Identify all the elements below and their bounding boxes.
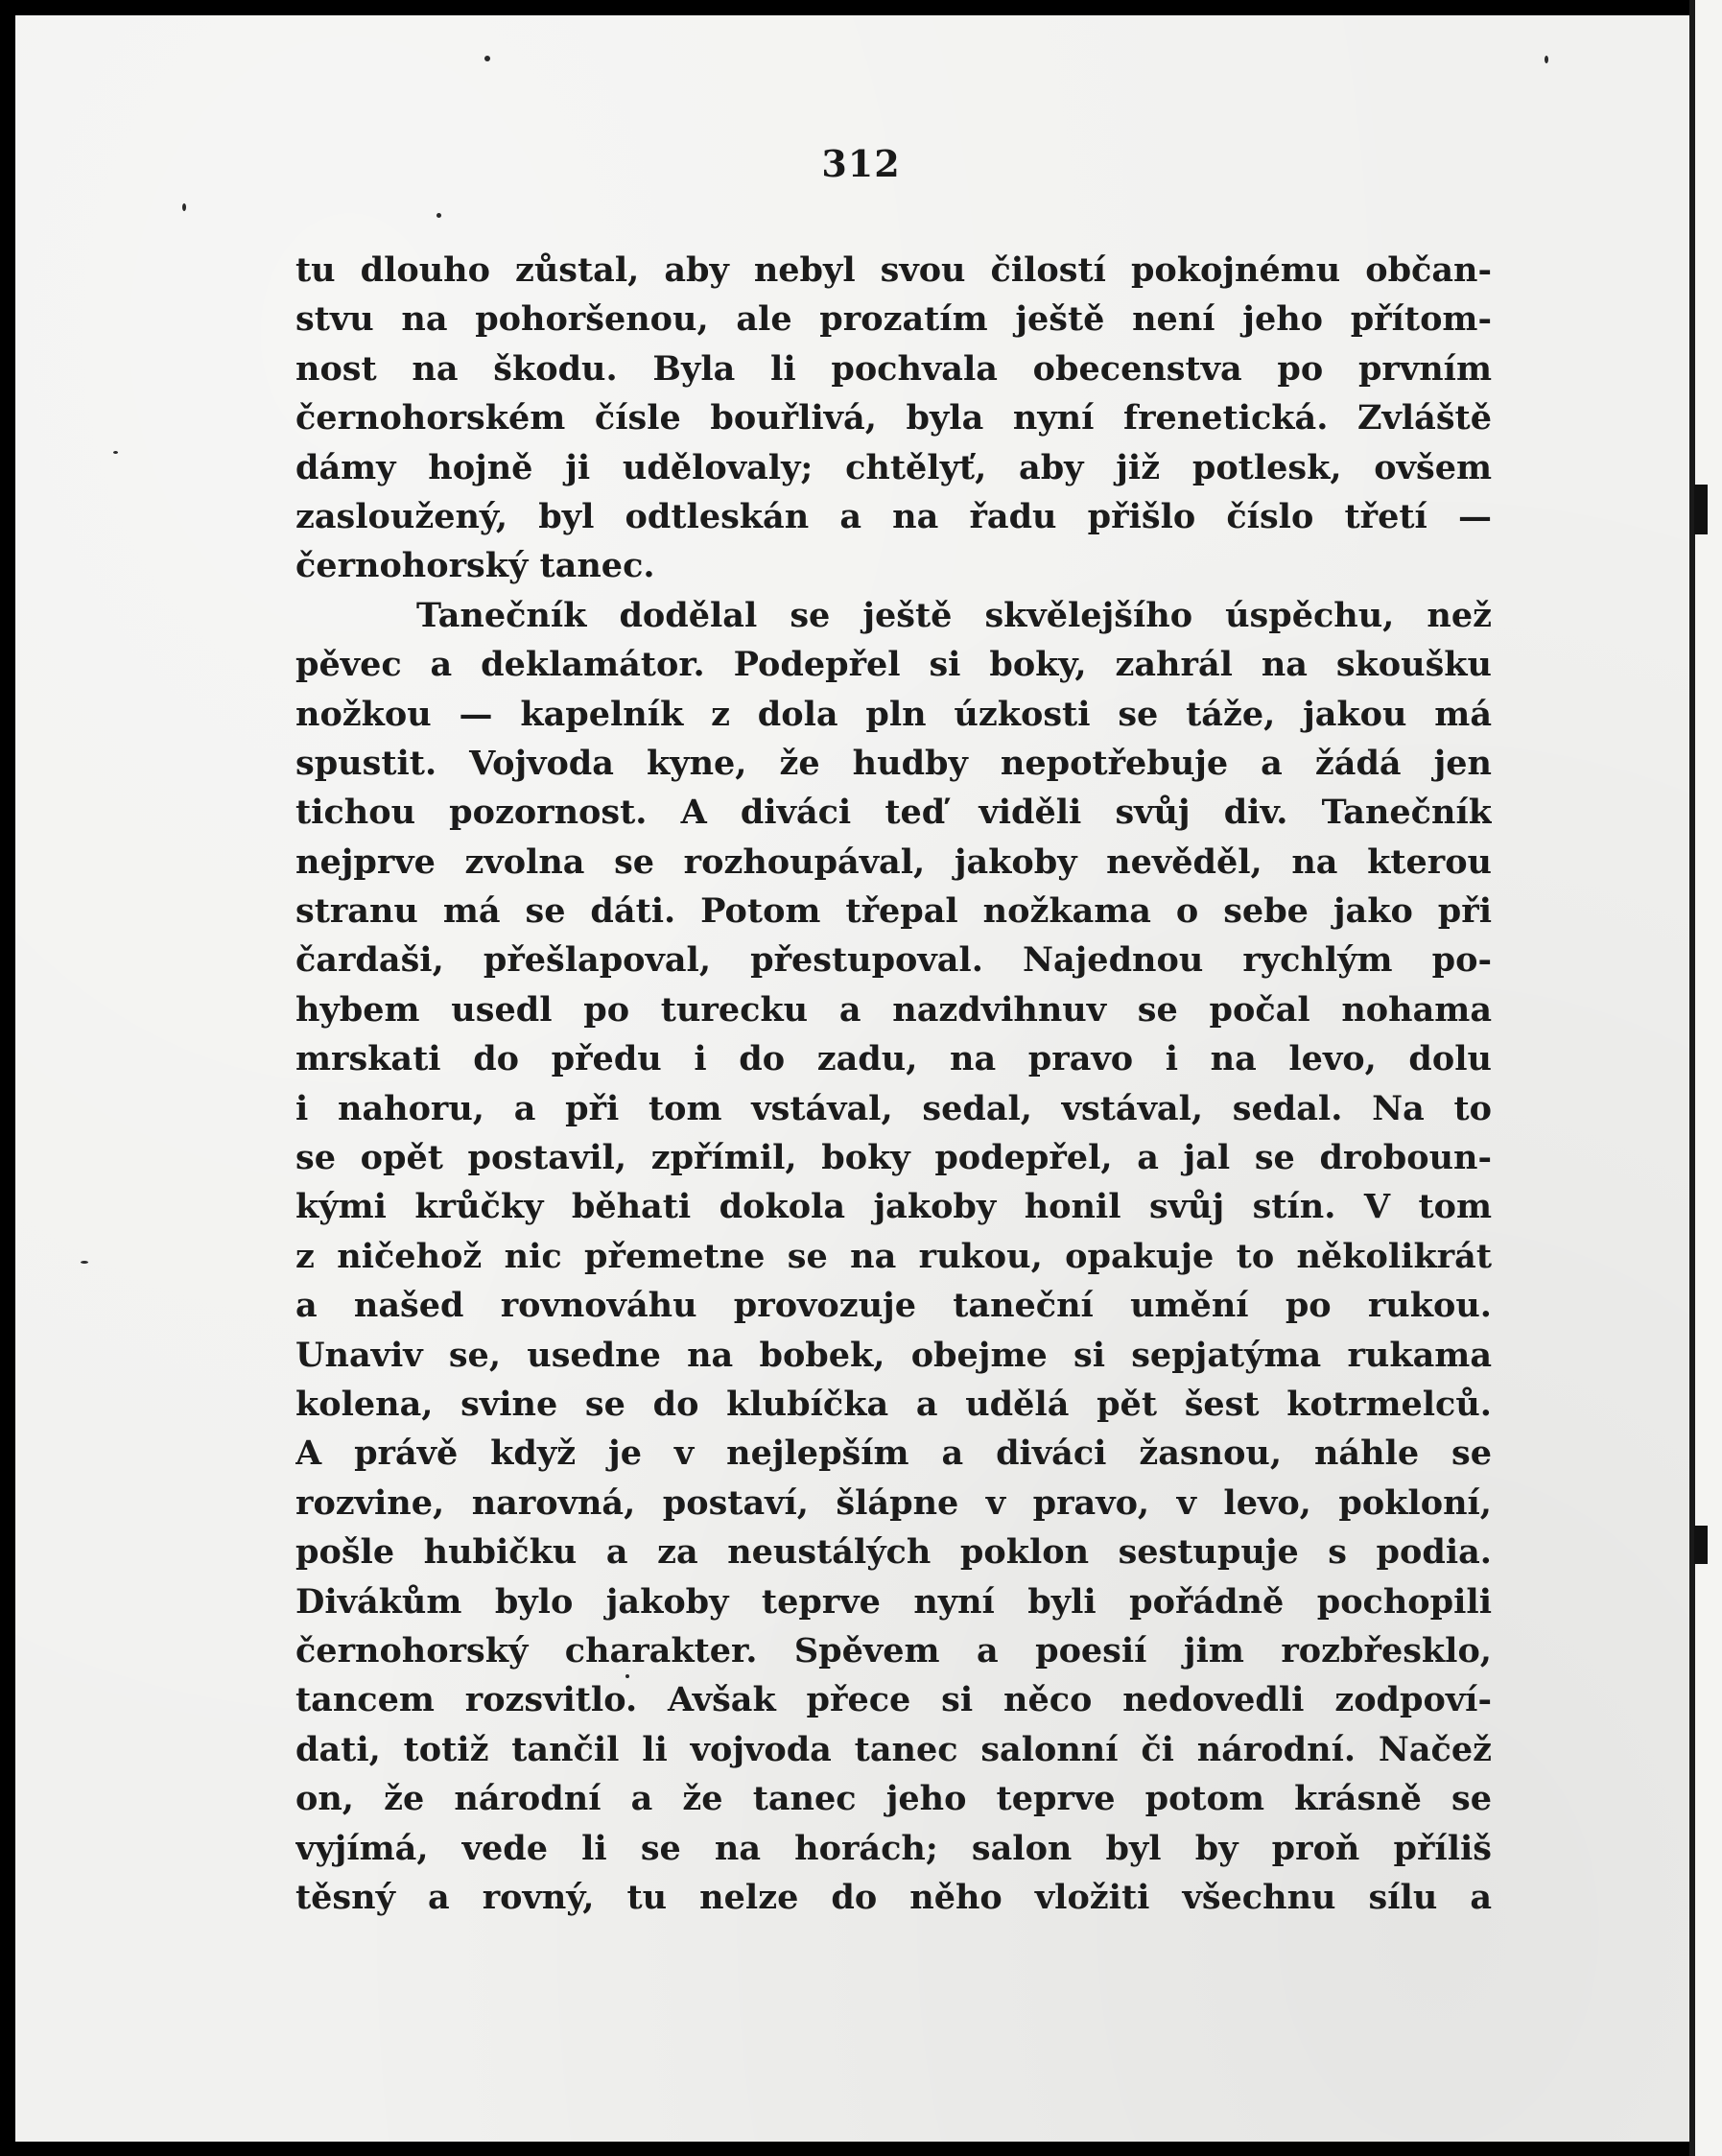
dust-speck <box>436 213 441 218</box>
text-line: černohorském čísle bouřlivá, byla nyní frenetická. Zvláště <box>295 398 1492 438</box>
text-line: tu dlouho zůstal, aby nebyl svou čilostí pokojnému občan- <box>295 250 1492 290</box>
text-line: zasloužený, byl odtleskán a na řadu přišlo číslo třetí — <box>295 496 1492 536</box>
text-line: hybem usedl po turecku a nazdvihnuv se počal nohama <box>295 989 1492 1030</box>
text-line: tichou pozornost. A diváci teď viděli svůj div. Tanečník <box>295 793 1492 833</box>
dust-speck <box>182 203 186 211</box>
text-line: těsný a rovný, tu nelze do něho vložiti všechnu sílu a <box>295 1877 1492 1917</box>
text-line: pošle hubičku a za neustálých poklon sestupuje s podia. <box>295 1532 1492 1573</box>
edge-mark-lower <box>1694 1526 1708 1564</box>
text-line: Tanečník dodělal se ještě skvělejšího úspěchu, než <box>416 595 1492 635</box>
text-line: mrskati do předu i do zadu, na pravo i na levo, dolu <box>295 1039 1492 1079</box>
text-line: dámy hojně ji udělovaly; chtělyť, aby již potlesk, ovšem <box>295 447 1492 487</box>
text-line: z ničehož nic přemetne se na rukou, opakuje to několikrát <box>295 1236 1492 1276</box>
text-line: A právě když je v nejlepším a diváci žasnou, náhle se <box>295 1433 1492 1474</box>
text-line: vyjímá, vede li se na horách; salon byl by proň příliš <box>295 1828 1492 1868</box>
text-line: a našed rovnováhu provozuje taneční umění po rukou. <box>295 1286 1492 1326</box>
text-line: se opět postavil, zpřímil, boky podepřel, a jal se droboun- <box>295 1138 1492 1178</box>
text-line: Divákům bylo jakoby teprve nyní byli pořádně pochopili <box>295 1581 1492 1622</box>
text-line: tancem rozsvitlo. Avšak přece si něco nedovedli zodpoví- <box>295 1680 1492 1720</box>
dust-speck <box>1545 56 1548 63</box>
page-right-edge <box>1689 0 1722 2156</box>
text-line: Unaviv se, usedne na bobek, obejme si sepjatýma rukama <box>295 1335 1492 1375</box>
dust-speck <box>113 451 118 454</box>
text-line: černohorský charakter. Spěvem a poesií jim rozbřesklo, <box>295 1630 1492 1670</box>
text-line: on, že národní a že tanec jeho teprve potom krásně se <box>295 1779 1492 1819</box>
body-text <box>295 246 1492 1922</box>
text-line: rozvine, narovná, postaví, šlápne v pravo, v levo, pokloní, <box>295 1482 1492 1523</box>
text-line: spustit. Vojvoda kyne, že hudby nepotřebuje a žádá jen <box>295 743 1492 783</box>
text-line: dati, totiž tančil li vojvoda tanec salonní či národní. Načež <box>295 1729 1492 1769</box>
dust-speck <box>81 1261 88 1264</box>
text-line: i nahoru, a při tom vstával, sedal, vstával, sedal. Na to <box>295 1088 1492 1128</box>
page-number: 312 <box>821 142 901 185</box>
text-line: stvu na pohoršenou, ale prozatím ještě není jeho přítom- <box>295 299 1492 340</box>
edge-mark-upper <box>1694 485 1708 534</box>
text-line: kými krůčky běhati dokola jakoby honil svůj stín. V tom <box>295 1187 1492 1227</box>
text-line: kolena, svine se do klubíčka a udělá pět šest kotrmelců. <box>295 1384 1492 1424</box>
text-line: nost na škodu. Byla li pochvala obecenstva po prvním <box>295 348 1492 389</box>
text-line: čardaši, přešlapoval, přestupoval. Najednou rychlým po- <box>295 940 1492 981</box>
dust-speck <box>484 56 490 61</box>
text-line: nožkou — kapelník z dola pln úzkosti se táže, jakou má <box>295 694 1492 734</box>
text-line: stranu má se dáti. Potom třepal nožkama o sebe jako při <box>295 891 1492 932</box>
text-line: černohorský tanec. <box>295 546 655 586</box>
text-line: pěvec a deklamátor. Podepřel si boky, zahrál na skoušku <box>295 645 1492 685</box>
text-line: nejprve zvolna se rozhoupával, jakoby nevěděl, na kterou <box>295 841 1492 882</box>
